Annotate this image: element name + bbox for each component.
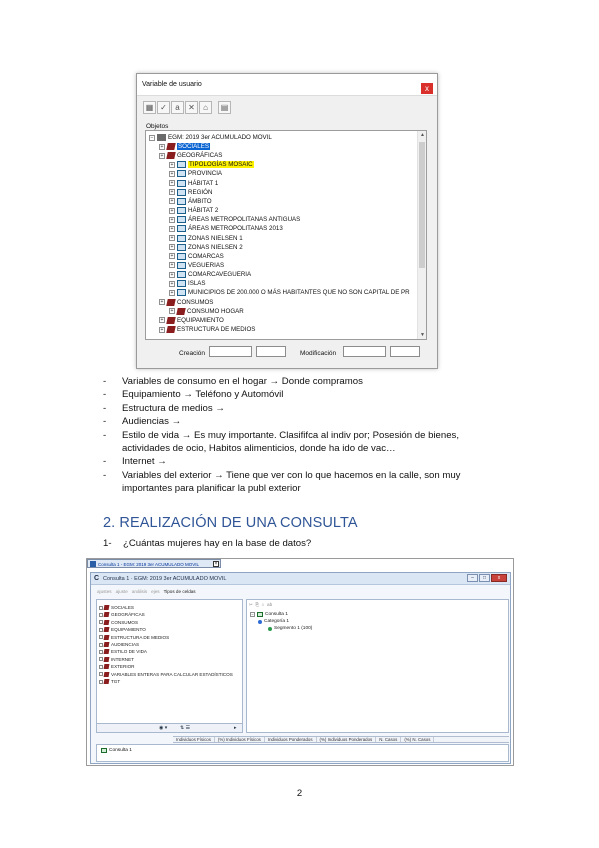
variable-icon: [177, 161, 186, 168]
results-column-headers: [173, 736, 509, 743]
column-header[interactable]: N. Casos: [376, 737, 401, 742]
variable-tree-label: GEOGRÁFICAS: [111, 612, 145, 618]
window-tab[interactable]: Tipos de celdas: [163, 589, 196, 594]
document-tab-label: Consulta 1 - EGM: 2019 3er ACUMULADO MOVIL: [98, 562, 200, 567]
variable-tree-item[interactable]: [99, 604, 134, 611]
window-titlebar: [91, 573, 510, 585]
bullet-item: - Estructura de medios →: [103, 402, 503, 415]
folder-icon: [104, 664, 110, 669]
objects-tree[interactable]: [145, 130, 427, 340]
variable-tree-item[interactable]: [99, 663, 134, 670]
tree-item-label: TIPOLOGÍAS MOSAIC: [189, 161, 253, 169]
bullet-item: - Variables de consumo en el hogar → Donde compramos: [103, 375, 503, 388]
tree-item[interactable]: [169, 243, 243, 252]
variable-icon: [177, 289, 186, 296]
tree-item[interactable]: [169, 307, 244, 316]
expand-icon[interactable]: [99, 643, 103, 647]
variable-tree-label: TGT: [111, 679, 121, 684]
collapse-icon[interactable]: −: [251, 612, 254, 617]
bullet-item: - Estilo de vida → Es muy importante. Clasififca al indiv por; Posesión de bienes, actividades de ocio, Habitos alimenticios, donde ha ido de vac…: [103, 429, 503, 456]
lock-icon[interactable]: ⌂: [261, 602, 265, 607]
column-header[interactable]: (%) N. Casos: [401, 737, 434, 742]
tree-item-label: ZONAS NIELSEN 2: [188, 243, 243, 251]
results-item-label: Consulta 1: [109, 748, 132, 753]
tree-scrollbar[interactable]: [417, 131, 426, 339]
segment-label: Segmento 1 (100): [274, 626, 313, 631]
variable-tree-label: AUDIENCIAS: [111, 642, 140, 647]
tree-item-label: COMARCAS: [188, 252, 224, 260]
variable-icon: [177, 280, 186, 287]
bullet-item: - Equipamiento → Teléfono y Automóvil: [103, 388, 503, 401]
folder-icon: [176, 308, 185, 315]
new-variable-icon[interactable]: ▦: [143, 101, 156, 114]
dialog-footer: [137, 346, 437, 366]
expand-icon[interactable]: +: [170, 253, 174, 260]
folder-icon: [104, 605, 110, 610]
expand-icon[interactable]: +: [170, 280, 174, 287]
folder-icon: [104, 620, 110, 625]
dialog-title: Variable de usuario: [142, 81, 202, 88]
expand-icon[interactable]: [99, 606, 103, 610]
query-tree-panel[interactable]: [246, 599, 509, 733]
variable-tree-label: VARIABLES ENTERAS PARA CALCULAR ESTADÍSTICOS: [111, 671, 233, 677]
expand-icon[interactable]: +: [170, 216, 174, 223]
tree-item[interactable]: [159, 142, 210, 151]
expand-icon[interactable]: +: [170, 180, 174, 187]
check-icon[interactable]: ✓: [157, 101, 170, 114]
variables-tree-panel[interactable]: [96, 599, 243, 725]
close-icon[interactable]: x: [491, 574, 507, 582]
tree-item-label: GEOGRÁFICAS: [177, 152, 223, 160]
objetos-label: Objetos: [146, 123, 169, 130]
variable-tree-item[interactable]: [99, 648, 147, 655]
tree-item[interactable]: [169, 288, 410, 297]
tree-item[interactable]: [169, 197, 212, 206]
modificacion-label: Modificación: [300, 350, 337, 357]
expand-icon[interactable]: +: [160, 143, 164, 150]
tree-item[interactable]: [169, 224, 283, 233]
scrollbar-thumb[interactable]: [419, 142, 425, 268]
tree-item[interactable]: [169, 188, 212, 197]
variable-icon: [177, 180, 186, 187]
folder-icon: [166, 152, 175, 159]
variable-tree-label: EXTERIOR: [111, 664, 135, 670]
abc-icon[interactable]: a: [171, 101, 184, 114]
scroll-down-icon[interactable]: ▼: [420, 332, 425, 338]
expand-icon[interactable]: [99, 657, 103, 661]
question: [103, 538, 311, 549]
dialog-toolbar: [143, 101, 231, 115]
window-buttons: [467, 574, 507, 582]
variable-icon: [177, 189, 186, 196]
query-root[interactable]: [250, 612, 288, 617]
tree-item[interactable]: [169, 261, 224, 270]
tree-item[interactable]: [169, 179, 218, 188]
window-tabs: [97, 589, 196, 594]
window-tab[interactable]: ejes: [151, 589, 160, 594]
query-label: Consulta 1: [265, 612, 288, 617]
expand-icon[interactable]: +: [170, 271, 174, 278]
tree-item-label: ISLAS: [188, 280, 206, 288]
expand-icon[interactable]: +: [160, 326, 164, 333]
delete-icon[interactable]: ✕: [185, 101, 198, 114]
tree-item[interactable]: [159, 316, 224, 325]
expand-icon[interactable]: +: [170, 244, 174, 251]
consulta-c-icon: C: [94, 575, 100, 582]
variable-icon: [177, 170, 186, 177]
bullet-item: - Audiencias →: [103, 415, 503, 428]
folder-icon: [104, 642, 110, 647]
scroll-right-icon[interactable]: ▸: [234, 725, 237, 731]
variable-icon: [177, 216, 186, 223]
tree-item[interactable]: [169, 169, 222, 178]
tree-item-label: SOCIALES: [178, 143, 209, 150]
results-panel[interactable]: [96, 744, 509, 762]
folder-icon: [104, 635, 110, 640]
palette-icon[interactable]: ▤: [218, 101, 231, 114]
abc-icon[interactable]: ab: [267, 602, 273, 607]
tree-root[interactable]: [149, 133, 272, 142]
creacion-time-field[interactable]: [256, 346, 286, 357]
copy-icon[interactable]: ⎘: [255, 602, 260, 607]
variable-icon: [177, 271, 186, 278]
filter-icon[interactable]: ◉ ▾: [159, 725, 168, 731]
tree-item-label: REGIÓN: [188, 188, 213, 196]
segment-row[interactable]: [268, 626, 312, 631]
folder-icon: [104, 657, 110, 662]
database-icon: [157, 134, 166, 141]
expand-icon[interactable]: +: [160, 299, 164, 306]
expand-icon[interactable]: +: [170, 161, 174, 168]
expand-icon[interactable]: +: [160, 152, 164, 159]
tree-item-label: CONSUMO HOGAR: [187, 307, 244, 315]
question-number: 1-: [103, 538, 112, 549]
tree-item-label: ÁMBITO: [188, 197, 212, 205]
expand-icon[interactable]: [99, 672, 103, 676]
creacion-field[interactable]: [209, 346, 252, 357]
variable-icon: [177, 207, 186, 214]
tree-item-label: HÁBITAT 1: [188, 179, 219, 187]
expand-icon[interactable]: +: [170, 225, 174, 232]
consulta-app-screenshot: [86, 558, 514, 766]
tree-item-label: ESTRUCTURA DE MEDIOS: [177, 326, 256, 333]
variable-tree-item[interactable]: [99, 678, 120, 685]
expand-icon[interactable]: +: [170, 262, 174, 269]
creacion-label: Creación: [179, 350, 206, 357]
expand-icon[interactable]: [99, 650, 103, 654]
query-toolbar: [249, 602, 272, 608]
tree-item-label: ZONAS NIELSEN 1: [188, 234, 243, 242]
expand-icon[interactable]: [99, 680, 103, 684]
tree-item-label: ÁREAS METROPOLITANAS ANTIGUAS: [188, 216, 301, 224]
variable-de-usuario-dialog: [136, 73, 438, 369]
tree-item[interactable]: [159, 325, 255, 334]
expand-icon[interactable]: [99, 628, 103, 632]
folder-icon: [104, 672, 110, 677]
category-row[interactable]: [258, 619, 289, 624]
variable-icon: [177, 225, 186, 232]
folder-icon: [104, 612, 110, 617]
variable-icon: [177, 244, 186, 251]
expand-icon[interactable]: [99, 635, 103, 639]
expand-icon[interactable]: +: [170, 189, 174, 196]
folder-icon: [104, 649, 110, 654]
column-header[interactable]: (%) Individuos Ponderados: [317, 737, 377, 742]
folder-icon: [104, 679, 110, 684]
column-header[interactable]: (%) Individuos Físicos: [215, 737, 265, 742]
modificacion-field[interactable]: [343, 346, 386, 357]
variable-tree-item[interactable]: [99, 626, 146, 633]
category-icon: [258, 620, 262, 624]
tree-item[interactable]: [169, 206, 218, 215]
folder-icon: [104, 627, 110, 632]
folder-icon: [166, 317, 175, 324]
expand-icon[interactable]: +: [170, 198, 174, 205]
variable-tree-label: ESTRUCTURA DE MEDIOS: [111, 634, 170, 640]
bullet-item: - Internet →: [103, 455, 503, 468]
tree-item-label: PROVINCIA: [188, 170, 223, 178]
tree-root-label: EGM: 2019 3er ACUMULADO MOVIL: [168, 134, 272, 141]
segment-icon: [268, 627, 272, 631]
maximize-icon[interactable]: □: [479, 574, 490, 582]
variable-tree-label: ESTILO DE VIDA: [111, 649, 147, 655]
scroll-up-icon[interactable]: ▲: [420, 132, 425, 138]
tree-item[interactable]: [169, 270, 251, 279]
variable-tree-label: EQUIPAMIENTO: [111, 627, 146, 633]
variable-tree-item[interactable]: [99, 611, 145, 618]
consulta-icon: [90, 561, 96, 567]
collapse-icon[interactable]: −: [150, 134, 154, 141]
dialog-titlebar: [137, 74, 437, 96]
tree-item[interactable]: [169, 252, 224, 261]
variable-tree-label: SOCIALES: [111, 605, 134, 610]
sort-icon[interactable]: ⇅ ☰: [180, 725, 191, 731]
column-header[interactable]: Individuos Ponderados: [265, 737, 317, 742]
expand-icon[interactable]: [99, 665, 103, 669]
tree-item-label: VEGUERIAS: [188, 261, 225, 269]
variable-tree-label: INTERNET: [111, 656, 134, 662]
expand-icon[interactable]: [99, 613, 103, 617]
document-tab[interactable]: [87, 559, 221, 568]
expand-icon[interactable]: +: [170, 207, 174, 214]
tree-item[interactable]: [159, 298, 213, 307]
tree-item-label: MUNICIPIOS DE 200.000 O MÁS HABITANTES QUE NO SON CAPITAL DE PR: [188, 289, 410, 297]
window-tab[interactable]: ajuste: [115, 589, 128, 594]
modificacion-time-field[interactable]: [390, 346, 420, 357]
page-number: 2: [296, 788, 303, 799]
tree-item-label: EQUIPAMIENTO: [177, 316, 224, 324]
variable-tree-item[interactable]: [99, 656, 134, 663]
results-item[interactable]: [101, 748, 132, 753]
query-icon: [257, 612, 263, 617]
expand-icon[interactable]: +: [170, 289, 174, 296]
window-tab[interactable]: análisis: [131, 589, 148, 594]
close-icon[interactable]: ×: [214, 561, 218, 567]
tree-item[interactable]: [159, 151, 222, 160]
category-label: Categoría 1: [264, 619, 290, 624]
tree-item[interactable]: [169, 279, 206, 288]
variable-icon: [177, 235, 186, 242]
variable-icon: [177, 262, 186, 269]
minimize-icon[interactable]: –: [467, 574, 478, 582]
section-heading: 2. REALIZACIÓN DE UNA CONSULTA: [103, 515, 358, 531]
expand-icon[interactable]: +: [170, 170, 174, 177]
tree-item[interactable]: [169, 215, 300, 224]
variable-icon: [177, 253, 186, 260]
expand-icon[interactable]: +: [170, 308, 174, 315]
column-header[interactable]: Individuos Físicos: [173, 737, 215, 742]
tree-item-label: ÁREAS METROPOLITANAS 2013: [188, 225, 283, 233]
expand-icon[interactable]: +: [170, 235, 174, 241]
variable-icon: [177, 198, 186, 205]
close-icon[interactable]: x: [421, 83, 433, 94]
bullet-list: [103, 375, 503, 496]
variable-tree-item[interactable]: [99, 619, 138, 626]
consulta-window: [90, 572, 511, 764]
left-panel-toolbar: [96, 723, 243, 733]
tree-item[interactable]: [169, 234, 243, 243]
tree-item-label: COMARCAVEGUERIA: [188, 271, 252, 279]
tree-item[interactable]: [169, 160, 254, 169]
cut-icon[interactable]: ✂: [249, 602, 253, 607]
bullet-item: - Variables del exterior → Tiene que ver con lo que hacemos en la calle, son muy importantes para planificar la publ exterior: [103, 469, 503, 496]
lock-icon[interactable]: ⌂: [199, 101, 212, 114]
variable-tree-item[interactable]: [99, 641, 139, 648]
variable-tree-item[interactable]: [99, 634, 169, 641]
expand-icon[interactable]: [99, 620, 103, 624]
folder-icon: [166, 143, 175, 150]
window-tab[interactable]: ajustes: [97, 589, 112, 594]
variable-tree-label: CONSUMOS: [111, 619, 139, 625]
folder-icon: [166, 299, 175, 306]
window-title: Consulta 1 · EGM: 2019 3er ACUMULADO MOVIL: [103, 576, 227, 582]
expand-icon[interactable]: +: [160, 317, 164, 324]
tree-item-label: CONSUMOS: [177, 298, 214, 306]
query-icon: [101, 748, 107, 753]
question-text: ¿Cuántas mujeres hay en la base de datos?: [123, 538, 312, 549]
variable-tree-item[interactable]: [99, 671, 233, 678]
tree-item-label: HÁBITAT 2: [188, 207, 219, 215]
folder-icon: [166, 326, 175, 333]
